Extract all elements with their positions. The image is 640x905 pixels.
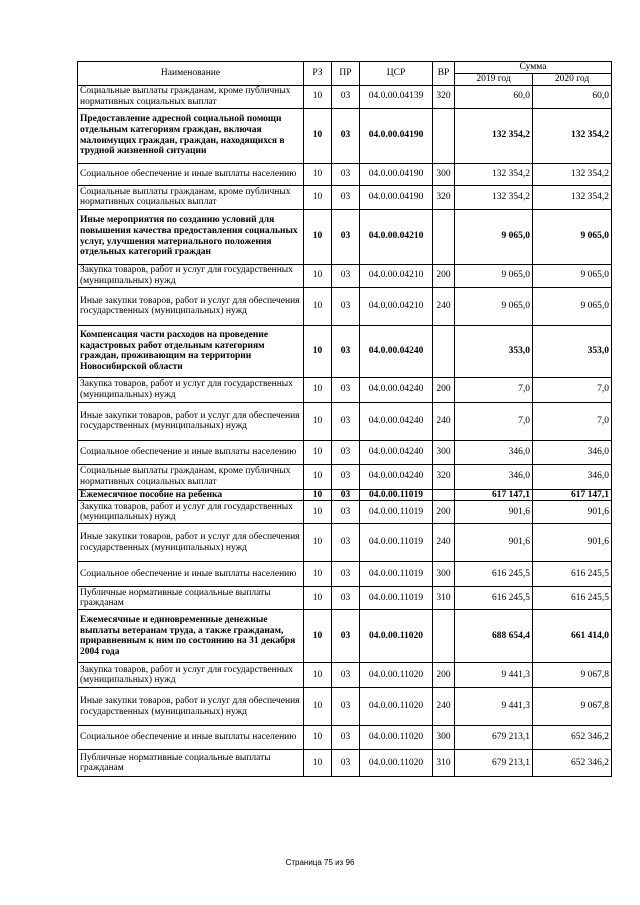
cell-name: Иные мероприятия по созданию условий для повышения качества предоставления социальных услуг, улучшения материального положения отдельных категорий граждан xyxy=(78,209,304,264)
cell-rz: 10 xyxy=(304,287,332,325)
cell-rz: 10 xyxy=(304,524,332,562)
cell-csr: 04.0.00.04240 xyxy=(360,440,433,464)
cell-name: Социальное обеспечение и иные выплаты населению xyxy=(78,562,304,587)
table-row xyxy=(78,663,612,688)
cell-name: Иные закупки товаров, работ и услуг для обеспечения государственных (муниципальных) нужд xyxy=(78,287,304,325)
cell-y1: 901,6 xyxy=(455,501,533,524)
cell-name: Социальные выплаты гражданам, кроме публичных нормативных социальных выплат xyxy=(78,185,304,209)
cell-name: Ежемесячные и единовременные денежные выплаты ветеранам труда, а также гражданам, приравненным к ним по состоянию на 31 декабря 2004 года xyxy=(78,610,304,663)
cell-y2: 346,0 xyxy=(533,464,612,489)
table-row xyxy=(78,587,612,610)
cell-name: Закупка товаров, работ и услуг для государственных (муниципальных) нужд xyxy=(78,663,304,688)
cell-rz: 10 xyxy=(304,750,332,777)
cell-y2: 901,6 xyxy=(533,501,612,524)
table-row xyxy=(78,501,612,524)
cell-rz: 10 xyxy=(304,464,332,489)
cell-name: Социальные выплаты гражданам, кроме публичных нормативных социальных выплат xyxy=(78,85,304,108)
cell-y1: 617 147,1 xyxy=(455,489,533,501)
cell-csr: 04.0.00.11019 xyxy=(360,489,433,501)
cell-y2: 652 346,2 xyxy=(533,726,612,750)
cell-name: Социальные выплаты гражданам, кроме публичных нормативных социальных выплат xyxy=(78,464,304,489)
cell-csr: 04.0.00.04210 xyxy=(360,209,433,264)
cell-vr: 300 xyxy=(433,163,455,185)
table-row xyxy=(78,726,612,750)
cell-vr: 240 xyxy=(433,287,455,325)
cell-rz: 10 xyxy=(304,688,332,726)
table-row xyxy=(78,185,612,209)
cell-y2: 346,0 xyxy=(533,440,612,464)
cell-y2: 661 414,0 xyxy=(533,610,612,663)
cell-rz: 10 xyxy=(304,587,332,610)
header-year-2019: 2019 год xyxy=(455,74,533,86)
cell-csr: 04.0.00.04240 xyxy=(360,325,433,377)
cell-rz: 10 xyxy=(304,377,332,402)
cell-pr: 03 xyxy=(332,562,360,587)
cell-vr xyxy=(433,610,455,663)
cell-y1: 7,0 xyxy=(455,377,533,402)
cell-vr: 310 xyxy=(433,750,455,777)
cell-y2: 7,0 xyxy=(533,402,612,440)
cell-name: Иные закупки товаров, работ и услуг для обеспечения государственных (муниципальных) нужд xyxy=(78,402,304,440)
table-row xyxy=(78,108,612,163)
header-sum: Сумма xyxy=(455,62,612,74)
cell-y1: 132 354,2 xyxy=(455,185,533,209)
cell-pr: 03 xyxy=(332,726,360,750)
cell-name: Публичные нормативные социальные выплаты гражданам xyxy=(78,750,304,777)
cell-csr: 04.0.00.11020 xyxy=(360,750,433,777)
cell-y2: 901,6 xyxy=(533,524,612,562)
cell-csr: 04.0.00.11019 xyxy=(360,562,433,587)
cell-vr: 240 xyxy=(433,688,455,726)
cell-csr: 04.0.00.04240 xyxy=(360,402,433,440)
cell-pr: 03 xyxy=(332,209,360,264)
cell-pr: 03 xyxy=(332,610,360,663)
header-year-2020: 2020 год xyxy=(533,74,612,86)
cell-y1: 616 245,5 xyxy=(455,587,533,610)
cell-vr: 200 xyxy=(433,501,455,524)
cell-vr xyxy=(433,209,455,264)
cell-vr: 320 xyxy=(433,464,455,489)
table-row xyxy=(78,209,612,264)
cell-csr: 04.0.00.04210 xyxy=(360,287,433,325)
cell-pr: 03 xyxy=(332,325,360,377)
cell-y1: 9 065,0 xyxy=(455,264,533,287)
cell-y2: 132 354,2 xyxy=(533,185,612,209)
cell-name: Закупка товаров, работ и услуг для государственных (муниципальных) нужд xyxy=(78,377,304,402)
cell-rz: 10 xyxy=(304,562,332,587)
cell-y2: 9 065,0 xyxy=(533,287,612,325)
cell-y2: 60,0 xyxy=(533,85,612,108)
cell-csr: 04.0.00.04240 xyxy=(360,377,433,402)
cell-y2: 652 346,2 xyxy=(533,750,612,777)
cell-vr: 200 xyxy=(433,264,455,287)
cell-csr: 04.0.00.11019 xyxy=(360,587,433,610)
table-row xyxy=(78,325,612,377)
cell-pr: 03 xyxy=(332,501,360,524)
cell-name: Закупка товаров, работ и услуг для государственных (муниципальных) нужд xyxy=(78,264,304,287)
cell-y1: 7,0 xyxy=(455,402,533,440)
cell-pr: 03 xyxy=(332,524,360,562)
cell-csr: 04.0.00.04190 xyxy=(360,163,433,185)
cell-vr: 200 xyxy=(433,663,455,688)
table-row xyxy=(78,610,612,663)
cell-pr: 03 xyxy=(332,108,360,163)
cell-name: Ежемесячное пособие на ребенка xyxy=(78,489,304,501)
cell-rz: 10 xyxy=(304,264,332,287)
cell-vr xyxy=(433,325,455,377)
cell-pr: 03 xyxy=(332,464,360,489)
header-vr: ВР xyxy=(433,62,455,86)
cell-rz: 10 xyxy=(304,163,332,185)
table-row xyxy=(78,85,612,108)
cell-y2: 132 354,2 xyxy=(533,163,612,185)
cell-rz: 10 xyxy=(304,85,332,108)
table-row xyxy=(78,287,612,325)
cell-vr: 240 xyxy=(433,402,455,440)
cell-y2: 617 147,1 xyxy=(533,489,612,501)
budget-table xyxy=(77,61,612,777)
cell-y1: 688 654,4 xyxy=(455,610,533,663)
cell-rz: 10 xyxy=(304,489,332,501)
cell-pr: 03 xyxy=(332,264,360,287)
cell-y1: 9 065,0 xyxy=(455,287,533,325)
cell-vr xyxy=(433,489,455,501)
cell-name: Иные закупки товаров, работ и услуг для обеспечения государственных (муниципальных) нужд xyxy=(78,524,304,562)
cell-y1: 353,0 xyxy=(455,325,533,377)
cell-vr: 320 xyxy=(433,185,455,209)
table-row xyxy=(78,402,612,440)
header-pr: ПР xyxy=(332,62,360,86)
header-rz: РЗ xyxy=(304,62,332,86)
table-row xyxy=(78,562,612,587)
cell-csr: 04.0.00.04190 xyxy=(360,185,433,209)
cell-rz: 10 xyxy=(304,402,332,440)
cell-y1: 346,0 xyxy=(455,464,533,489)
table-row xyxy=(78,377,612,402)
cell-csr: 04.0.00.11020 xyxy=(360,610,433,663)
cell-name: Социальное обеспечение и иные выплаты населению xyxy=(78,726,304,750)
cell-csr: 04.0.00.04210 xyxy=(360,264,433,287)
cell-name: Социальное обеспечение и иные выплаты населению xyxy=(78,440,304,464)
cell-y1: 9 065,0 xyxy=(455,209,533,264)
cell-pr: 03 xyxy=(332,587,360,610)
cell-y2: 616 245,5 xyxy=(533,562,612,587)
cell-rz: 10 xyxy=(304,108,332,163)
cell-csr: 04.0.00.11020 xyxy=(360,663,433,688)
table-row xyxy=(78,750,612,777)
cell-y1: 9 441,3 xyxy=(455,688,533,726)
cell-rz: 10 xyxy=(304,610,332,663)
cell-y2: 132 354,2 xyxy=(533,108,612,163)
cell-pr: 03 xyxy=(332,377,360,402)
cell-rz: 10 xyxy=(304,209,332,264)
table-row xyxy=(78,688,612,726)
table-row xyxy=(78,264,612,287)
cell-csr: 04.0.00.04240 xyxy=(360,464,433,489)
cell-csr: 04.0.00.11019 xyxy=(360,524,433,562)
cell-y1: 901,6 xyxy=(455,524,533,562)
table-body xyxy=(78,85,612,777)
cell-csr: 04.0.00.11020 xyxy=(360,726,433,750)
cell-y1: 679 213,1 xyxy=(455,726,533,750)
cell-y1: 132 354,2 xyxy=(455,108,533,163)
cell-y1: 679 213,1 xyxy=(455,750,533,777)
cell-y1: 616 245,5 xyxy=(455,562,533,587)
header-name: Наименование xyxy=(78,62,304,86)
cell-pr: 03 xyxy=(332,287,360,325)
cell-pr: 03 xyxy=(332,85,360,108)
header-csr: ЦСР xyxy=(360,62,433,86)
cell-y2: 9 067,8 xyxy=(533,663,612,688)
cell-csr: 04.0.00.04190 xyxy=(360,108,433,163)
cell-vr: 200 xyxy=(433,377,455,402)
cell-csr: 04.0.00.04139 xyxy=(360,85,433,108)
cell-name: Закупка товаров, работ и услуг для государственных (муниципальных) нужд xyxy=(78,501,304,524)
cell-y2: 616 245,5 xyxy=(533,587,612,610)
table-row xyxy=(78,440,612,464)
cell-name: Социальное обеспечение и иные выплаты населению xyxy=(78,163,304,185)
cell-name: Иные закупки товаров, работ и услуг для обеспечения государственных (муниципальных) нужд xyxy=(78,688,304,726)
cell-vr: 320 xyxy=(433,85,455,108)
cell-y2: 9 065,0 xyxy=(533,264,612,287)
cell-pr: 03 xyxy=(332,185,360,209)
cell-y2: 7,0 xyxy=(533,377,612,402)
cell-pr: 03 xyxy=(332,440,360,464)
cell-pr: 03 xyxy=(332,489,360,501)
cell-pr: 03 xyxy=(332,663,360,688)
table-row xyxy=(78,163,612,185)
table-row xyxy=(78,464,612,489)
cell-csr: 04.0.00.11020 xyxy=(360,688,433,726)
cell-y1: 9 441,3 xyxy=(455,663,533,688)
cell-y2: 353,0 xyxy=(533,325,612,377)
cell-pr: 03 xyxy=(332,163,360,185)
page-number: Страница 75 из 96 xyxy=(285,858,355,867)
cell-y1: 346,0 xyxy=(455,440,533,464)
cell-vr: 310 xyxy=(433,587,455,610)
cell-vr: 300 xyxy=(433,440,455,464)
cell-rz: 10 xyxy=(304,440,332,464)
cell-name: Компенсация части расходов на проведение кадастровых работ отдельным категориям граждан, проживающим на территории Новосибирской области xyxy=(78,325,304,377)
table-row xyxy=(78,524,612,562)
cell-rz: 10 xyxy=(304,663,332,688)
cell-name: Предоставление адресной социальной помощи отдельным категориям граждан, включая малоимущих граждан, граждан, находящихся в трудной жизненной ситуации xyxy=(78,108,304,163)
cell-vr: 300 xyxy=(433,726,455,750)
cell-vr: 300 xyxy=(433,562,455,587)
cell-y2: 9 067,8 xyxy=(533,688,612,726)
table-row xyxy=(78,489,612,501)
cell-y2: 9 065,0 xyxy=(533,209,612,264)
cell-vr xyxy=(433,108,455,163)
cell-rz: 10 xyxy=(304,726,332,750)
cell-y1: 60,0 xyxy=(455,85,533,108)
cell-pr: 03 xyxy=(332,688,360,726)
cell-rz: 10 xyxy=(304,501,332,524)
cell-y1: 132 354,2 xyxy=(455,163,533,185)
cell-csr: 04.0.00.11019 xyxy=(360,501,433,524)
cell-rz: 10 xyxy=(304,185,332,209)
cell-pr: 03 xyxy=(332,402,360,440)
cell-vr: 240 xyxy=(433,524,455,562)
cell-rz: 10 xyxy=(304,325,332,377)
cell-pr: 03 xyxy=(332,750,360,777)
cell-name: Публичные нормативные социальные выплаты гражданам xyxy=(78,587,304,610)
